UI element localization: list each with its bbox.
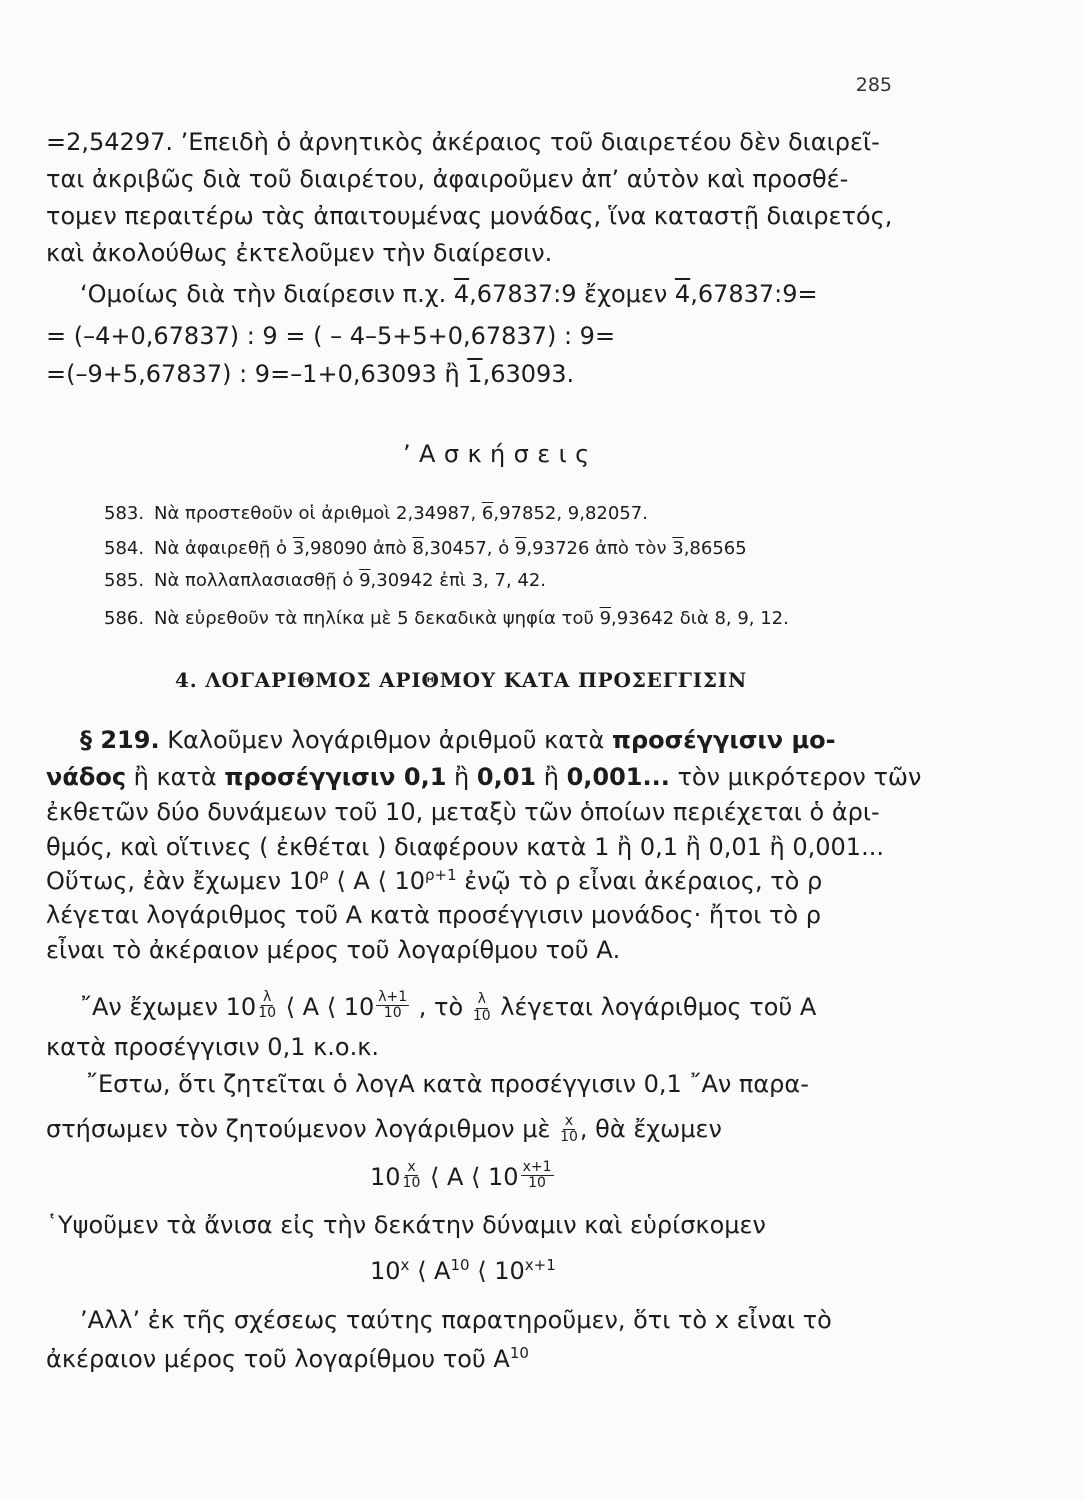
para1-line2: ται ἀκριβῶς διὰ τοῦ διαιρέτου, ἀφαιροῦμεν ἀπ’ αὐτὸν καὶ προσθέ- [46,165,849,193]
sec219-line5: Οὕτως, ἐὰν ἔχωμεν $10^\rho$ ⟨ Α ⟨ $10^{\rho+1}$ ἐνῷ τὸ ρ εἶναι ἀκέραιος, τὸ ρ [46,866,823,895]
all-line2: ἀκέραιον μέρος τοῦ λογαρίθμου τοῦ $A^{10}$ [46,1344,529,1373]
sec219-line3: ἐκθετῶν δύο δυνάμεων τοῦ 10, μεταξὺ τῶν ὁποίων περιέχεται ὁ ἀρι- [46,798,880,826]
lambda-line2: κατὰ προσέγγισιν 0,1 κ.ο.κ. [46,1033,379,1061]
para2-line2: = (–4+0,67837) : 9 = ( – 4–5+5+0,67837) : 9= [46,322,616,350]
para2-line1: ‘Ομοίως διὰ τὴν διαίρεσιν π.χ. 4,67837:9 ἔχομεν 4,67837:9= [80,280,818,308]
lambda-line1: ῎Αν ἔχωμεν 10 $\frac{\lambda}{10}$ ⟨ Α ⟨ 10 $\frac{\lambda+1}{10}$ , τὸ $\frac{\lambda}{10}$ λέγεται λογάριθμος τοῦ Α [80,989,817,1024]
inequality-1: 10 $\frac{x}{10}$ ⟨ Α ⟨ 10 $\frac{x+1}{10}$ [370,1159,552,1192]
exercise-583: 583. Νὰ προστεθοῦν οἱ ἀριθμοὶ 2,34987, 6,97852, 9,82057. [104,503,648,524]
esto-line2: στήσωμεν τὸν ζητούμενον λογάριθμον μὲ $\frac{x}{10}$ , θὰ ἔχωμεν [46,1113,722,1146]
exercise-586: 586. Νὰ εὑρεθοῦν τὰ πηλίκα μὲ 5 δεκαδικὰ ψηφία τοῦ 9,93642 διὰ 8, 9, 12. [104,608,789,629]
para1-line4: καὶ ἀκολούθως ἐκτελοῦμεν τὴν διαίρεσιν. [46,239,553,267]
exercises-heading: ’Ασκήσεις [403,440,598,468]
exercise-585: 585. Νὰ πολλαπλασιασθῇ ὁ 9,30942 ἐπὶ 3, 7, 42. [104,570,547,591]
sec219-line1: § 219. Καλοῦμεν λογάριθμον ἀριθμοῦ κατὰ προσέγγισιν μο- [80,726,836,754]
section-title: 4. ΛΟΓΑΡΙΘΜΟΣ ΑΡΙΘΜΟΥ ΚΑΤΑ ΠΡΟΣΕΓΓΙΣΙΝ [175,668,748,692]
exponent-fraction-x: $\frac{x}{10}$ [402,1159,421,1192]
exponent-fraction-lambda-plus-one: $\frac{\lambda+1}{10}$ [378,989,408,1022]
all-line1: ’Αλλ’ ἐκ τῆς σχέσεως ταύτης παρατηροῦμεν, ὅτι τὸ x εἶναι τὸ [80,1306,832,1334]
exponent-fraction-lambda: $\frac{\lambda}{10}$ [258,989,277,1022]
page-number: 285 [855,74,892,96]
fraction-x-over-ten: $\frac{x}{10}$ [560,1113,578,1146]
sec219-line4: θμός, καὶ οἵτινες ( ἐκθέται ) διαφέρουν κατὰ 1 ἢ 0,1 ἢ 0,01 ἢ 0,001... [46,833,884,861]
para1-line3: τομεν περαιτέρω τὰς ἀπαιτουμένας μονάδας, ἵνα καταστῇ διαιρετός, [46,202,893,230]
sec219-line7: εἶναι τὸ ἀκέραιον μέρος τοῦ λογαρίθμου τοῦ Α. [46,936,621,964]
para1-line1: =2,54297. ’Επειδὴ ὁ ἀρνητικὸς ἀκέραιος τοῦ διαιρετέου δὲν διαιρεῖ- [46,128,880,156]
esto-line1: ῎Εστω, ὅτι ζητεῖται ὁ λογΑ κατὰ προσέγγισιν 0,1 ῎Αν παρα- [86,1070,809,1098]
sec219-line6: λέγεται λογάριθμος τοῦ Α κατὰ προσέγγισιν μονάδος· ἤτοι τὸ ρ [46,901,821,929]
inequality-2: 10$^x$ ⟨ $A^{10}$ ⟨ $10^{x+1}$ [370,1256,556,1285]
exercise-584: 584. Νὰ ἀφαιρεθῇ ὁ 3,98090 ἀπὸ 8,30457, ὁ 9,93726 ἀπὸ τὸν 3,86565 [104,538,747,559]
fraction-lambda-over-ten: $\frac{\lambda}{10}$ [472,991,491,1024]
exponent-fraction-x-plus-one: $\frac{x+1}{10}$ [522,1159,552,1192]
sec219-line2: νάδος ἢ κατὰ προσέγγισιν 0,1 ἢ 0,01 ἢ 0,001... τὸν μικρότερον τῶν [46,763,922,791]
esto-line3: ῾Υψοῦμεν τὰ ἄνισα εἰς τὴν δεκάτην δύναμιν καὶ εὑρίσκομεν [46,1211,766,1239]
para2-line3: =(–9+5,67837) : 9=–1+0,63093 ἢ 1,63093. [46,360,575,388]
